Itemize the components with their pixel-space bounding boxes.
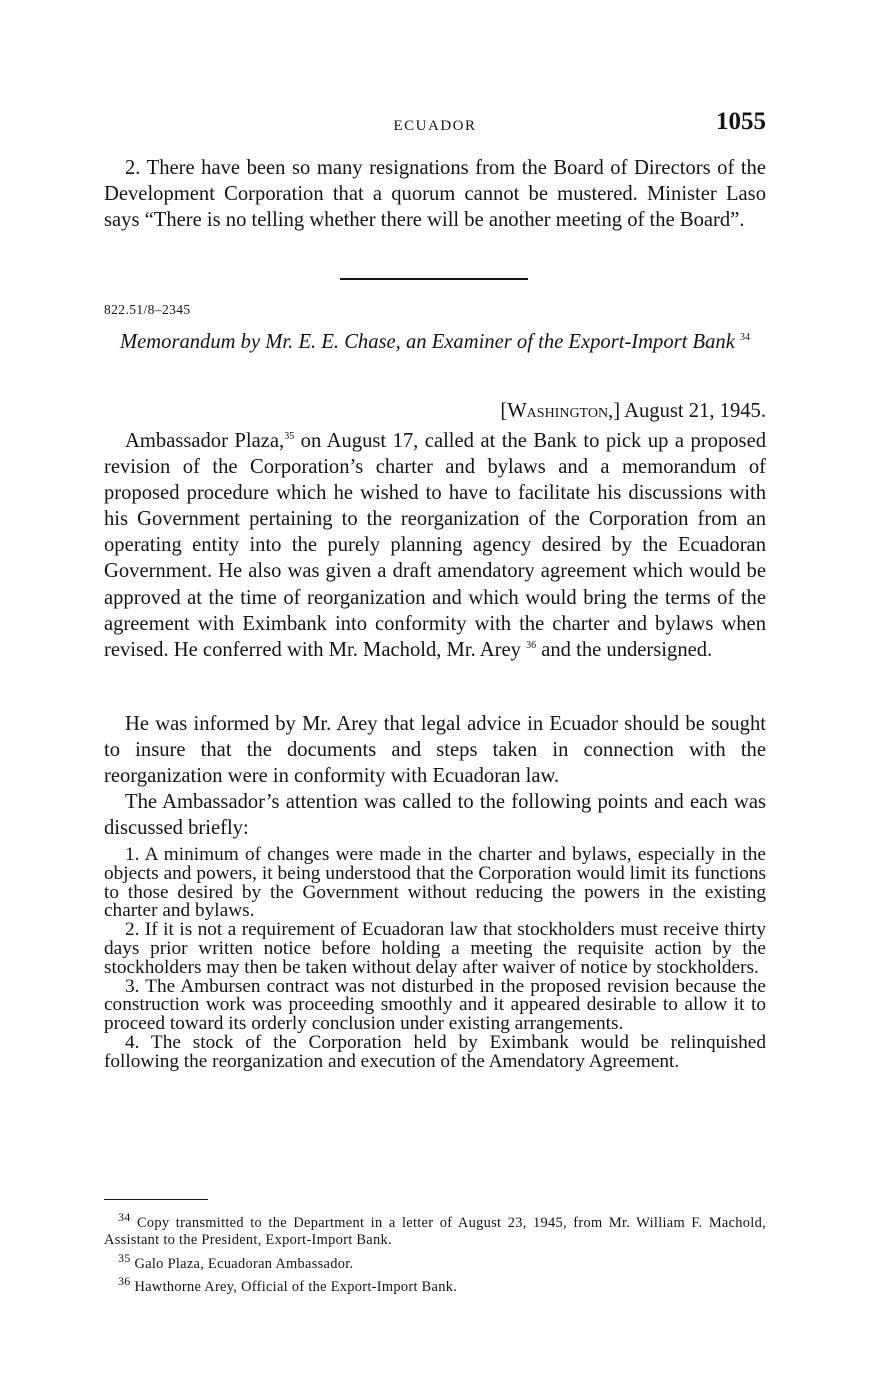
- document-title: [104, 330, 766, 354]
- dateline-date: August 21, 1945.: [624, 400, 766, 422]
- continued-paragraph: 2. There have been so many resignations from the Board of Directors of the Development Corporation that a quorum cannot be mustered. Minister Laso says “There is no telling whether there will be another meeting of the Board”.: [104, 157, 766, 232]
- running-head: ECUADOR: [393, 118, 477, 134]
- page-number: 1055: [716, 108, 766, 135]
- memo-paragraph-3: The Ambassador’s attention was called to the following points and each was discussed briefly:: [104, 791, 766, 840]
- footnote-ref-34: 34: [740, 332, 750, 344]
- list-item: 4. The stock of the Corporation held by Eximbank would be relinquished following the reorganization and execution of the Amendatory Agreement.: [104, 1031, 766, 1072]
- footnote-35: [104, 1250, 766, 1273]
- dateline-place: Washington: [507, 400, 609, 422]
- points-list: [104, 846, 766, 1072]
- footnote-divider: [104, 1199, 208, 1200]
- memo-paragraph-1: [104, 428, 766, 663]
- footnote-ref-35: 35: [284, 431, 295, 443]
- page-header: [104, 108, 766, 144]
- footnote-number: 34: [118, 1210, 131, 1224]
- document-title-text: Memorandum by Mr. E. E. Chase, an Examiner of the Export-Import Bank: [119, 331, 735, 353]
- footnote-number: 36: [118, 1273, 131, 1288]
- footnote-36: [104, 1273, 766, 1296]
- footnote-text: Copy transmitted to the Department in a letter of August 23, 1945, from Mr. William F. Machold, Assistant to the President, Export-Import Bank.: [104, 1214, 766, 1249]
- footnote-number: 35: [118, 1250, 131, 1265]
- section-divider: [340, 278, 528, 280]
- footnote-34: [104, 1209, 766, 1250]
- footnote-text: Hawthorne Arey, Official of the Export-Import Bank.: [130, 1278, 458, 1295]
- memo-paragraph-1-part-a: Ambassador Plaza,: [125, 430, 285, 452]
- footnote-text: Galo Plaza, Ecuadoran Ambassador.: [130, 1255, 354, 1272]
- list-item: 1. A minimum of changes were made in the charter and bylaws, especially in the objects and powers, it being understood that the Corporation would limit its functions to those desired by the Government without reducing the powers in the existing charter and bylaws.: [104, 844, 766, 922]
- memo-paragraph-2: He was informed by Mr. Arey that legal advice in Ecuador should be sought to insure that the documents and steps taken in connection with the reorganization were in conformity with Ecuadoran law.: [104, 713, 766, 788]
- file-number: 822.51/8–2345: [104, 302, 191, 317]
- memo-paragraph-1-part-b: on August 17, called at the Bank to pick up a proposed revision of the Corporation’s charter and bylaws and a memorandum of proposed procedure which he wished to have to facilitate his discussions with his Government pertaining to the reorganization of the Corporation from an operating entity into the purely planning agency desired by the Ecuadoran Government. He also was given a draft amendatory agreement which would be approved at the time of reorganization and which would bring the terms of the agreement with Eximbank into conformity with the charter and bylaws when revised. He conferred with Mr. Machold, Mr. Arey: [104, 430, 767, 661]
- memo-paragraph-1-part-c: and the undersigned.: [536, 638, 713, 661]
- footnotes: [104, 1209, 766, 1296]
- list-item: 2. If it is not a requirement of Ecuadoran law that stockholders must receive thirty days prior written notice before holding a meeting the requisite action by the stockholders may then be taken without delay after waiver of notice by stockholders.: [104, 919, 766, 978]
- list-item: 3. The Ambursen contract was not disturbed in the proposed revision because the construction work was proceeding smoothly and it appeared desirable to allow it to proceed toward its orderly conclusion under existing arrangements.: [104, 975, 766, 1035]
- dateline: [Washington,] August 21, 1945.: [500, 400, 766, 422]
- footnote-ref-36: 36: [526, 639, 537, 651]
